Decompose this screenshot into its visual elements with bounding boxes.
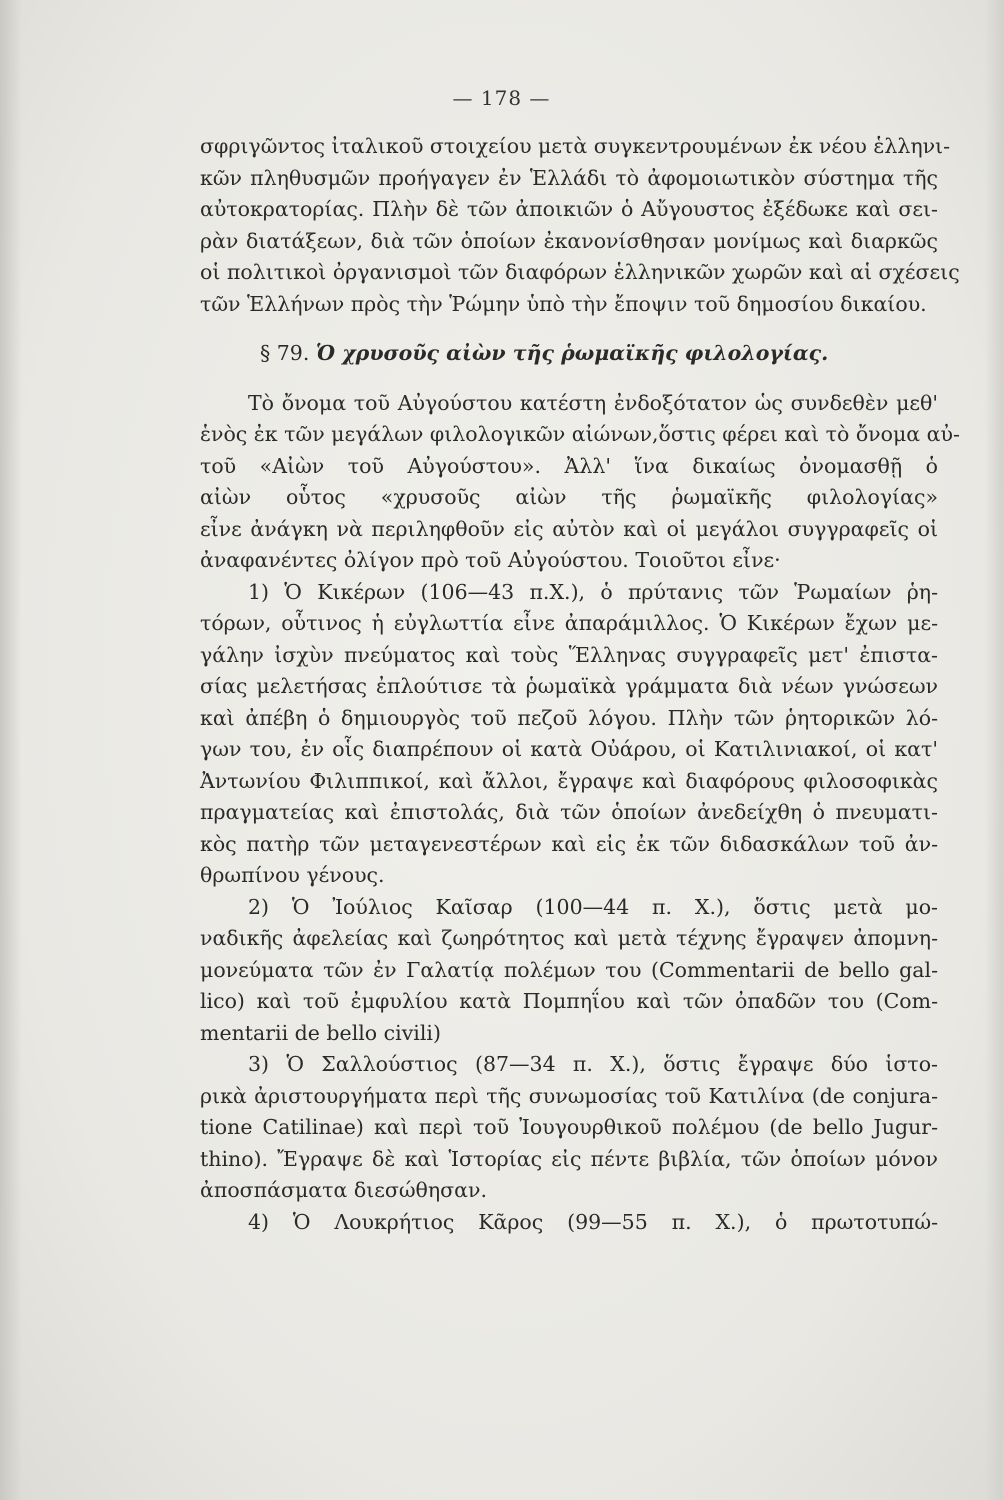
list-item-caesar — [200, 892, 938, 1050]
text-line: ναδικῆς ἀφελείας καὶ ζωηρότητος καὶ μετὰ τέχνης ἔγραψεν ἀπομνη- — [200, 926, 938, 950]
text-line: αἰὼν οὗτος «χρυσοῦς αἰὼν τῆς ῥωμαϊκῆς φιλολογίας» — [200, 485, 938, 509]
text-line: ἀποσπάσματα διεσώθησαν. — [200, 1178, 487, 1202]
text-line: εἶνε ἀνάγκη νὰ περιληφθοῦν εἰς αὐτὸν καὶ οἱ μεγάλοι συγγραφεῖς οἱ — [200, 516, 938, 541]
text-line: κὸς πατὴρ τῶν μεταγενεστέρων καὶ εἰς ἐκ τῶν διδασκάλων τοῦ ἀν- — [200, 831, 938, 856]
text-line: Ἀντωνίου Φιλιππικοί, καὶ ἄλλοι, ἔγραψε καὶ διαφόρους φιλοσοφικὰς — [200, 768, 938, 793]
text-line: τοῦ «Αἰὼν τοῦ Αὐγούστου». Ἀλλ' ἵνα δικαίως ὀνομασθῇ ὁ — [200, 453, 938, 478]
text-line: ἑνὸς ἐκ τῶν μεγάλων φιλολογικῶν αἰώνων,ὅστις φέρει καὶ τὸ ὄνομα αὐ- — [200, 422, 960, 446]
text-line: thino). Ἔγραψε δὲ καὶ Ἱστορίας εἰς πέντε βιβλία, τῶν ὁποίων μόνον — [200, 1146, 938, 1171]
list-item-lucretius — [200, 1207, 938, 1239]
paragraph-intro — [200, 131, 960, 320]
list-item-cicero — [200, 577, 938, 892]
text-line: ἀναφανέντες ὀλίγον πρὸ τοῦ Αὐγούστου. Τοιοῦτοι εἶνε· — [200, 548, 781, 572]
list-item-sallust — [200, 1049, 938, 1207]
text-line: 4) Ὁ Λουκρήτιος Κᾶρος (99—55 π. Χ.), ὁ πρωτοτυπώ- — [248, 1209, 938, 1234]
text-line: αὐτοκρατορίας. Πλὴν δὲ τῶν ἀποικιῶν ὁ Αὔγουστος ἐξέδωκε καὶ σει- — [200, 197, 938, 221]
text-line: Τὸ ὄνομα τοῦ Αὐγούστου κατέστη ἐνδοξότατον ὡς συνδεθὲν μεθ' — [248, 390, 938, 415]
text-line: θρωπίνου γένους. — [200, 863, 385, 887]
text-line: οἱ πολιτικοὶ ὀργανισμοὶ τῶν διαφόρων ἑλληνικῶν χωρῶν καὶ αἱ σχέσεις — [200, 260, 960, 284]
text-line: 3) Ὁ Σαλλούστιος (87—34 π. Χ.), ὅστις ἔγραψε δύο ἱστο- — [248, 1052, 938, 1076]
text-line: 1) Ὁ Κικέρων (106—43 π.Χ.), ὁ πρύτανις τῶν Ῥωμαίων ῥη- — [248, 579, 938, 604]
text-line: γάλην ἰσχὺν πνεύματος καὶ τοὺς Ἕλληνας συγγραφεῖς μετ' ἐπιστα- — [200, 642, 938, 667]
page-number: — 178 — — [452, 86, 551, 110]
section-heading — [200, 338, 938, 370]
text-line: σίας μελετήσας ἐπλούτισε τὰ ῥωμαϊκὰ γράμματα διὰ νέων γνώσεων — [200, 674, 938, 698]
section-title: Ὁ χρυσοῦς αἰὼν τῆς ῥωμαϊκῆς φιλολογίας. — [315, 341, 829, 365]
text-line: 2) Ὁ Ἰούλιος Καῖσαρ (100—44 π. Χ.), ὅστις μετὰ μο- — [248, 894, 938, 919]
text-line: ρὰν διατάξεων, διὰ τῶν ὁποίων ἐκανονίσθησαν μονίμως καὶ διαρκῶς — [200, 228, 938, 253]
text-line: τῶν Ἑλλήνων πρὸς τὴν Ῥώμην ὑπὸ τὴν ἔποψιν τοῦ δημοσίου δικαίου. — [200, 291, 927, 316]
section-number: § 79. — [260, 341, 310, 365]
text-line: κῶν πληθυσμῶν προήγαγεν ἐν Ἑλλάδι τὸ ἀφομοιωτικὸν σύστημα τῆς — [200, 165, 938, 190]
text-line: μονεύματα τῶν ἐν Γαλατίᾳ πολέμων του (Commentarii de bello gal- — [200, 957, 938, 982]
text-line: τόρων, οὗτινος ἡ εὐγλωττία εἶνε ἀπαράμιλλος. Ὁ Κικέρων ἔχων με- — [200, 611, 938, 635]
text-line: σφριγῶντος ἰταλικοῦ στοιχείου μετὰ συγκεντρουμένων ἐκ νέου ἑλληνι- — [200, 134, 951, 158]
text-line: ρικὰ ἀριστουργήματα περὶ τῆς συνωμοσίας τοῦ Κατιλίνα (de conjura- — [200, 1083, 938, 1108]
text-line: lico) καὶ τοῦ ἐμφυλίου κατὰ Πομπηΐου καὶ τῶν ὀπαδῶν του (Com- — [200, 989, 938, 1013]
page-edge-shadow-right — [985, 0, 1003, 1500]
text-line: tione Catilinae) καὶ περὶ τοῦ Ἰουγουρθικοῦ πολέμου (de bello Jugur- — [200, 1115, 938, 1139]
text-line: mentarii de bello civili) — [200, 1020, 441, 1045]
text-line: καὶ ἀπέβη ὁ δημιουργὸς τοῦ πεζοῦ λόγου. Πλὴν τῶν ῥητορικῶν λό- — [200, 705, 938, 730]
body-text — [200, 131, 960, 1238]
text-line: πραγματείας καὶ ἐπιστολάς, διὰ τῶν ὁποίων ἀνεδείχθη ὁ πνευματι- — [200, 800, 938, 824]
page-edge-shadow-left — [0, 0, 22, 1500]
paragraph-section — [200, 388, 960, 577]
text-line: γων του, ἐν οἷς διαπρέπουν οἱ κατὰ Οὐάρου, οἱ Κατιλινιακοί, οἱ κατ' — [200, 737, 938, 761]
